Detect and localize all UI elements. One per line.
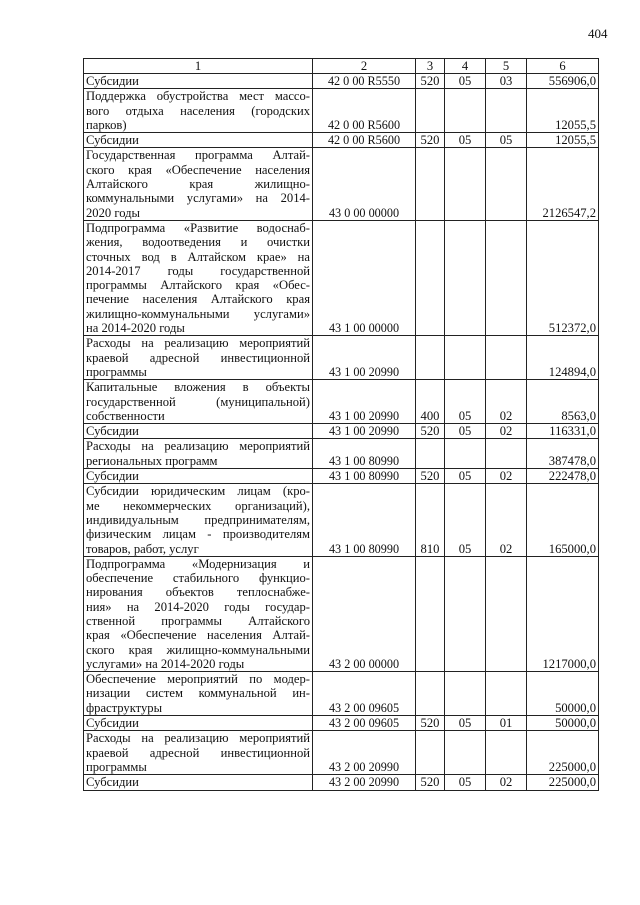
cell-name [84, 731, 313, 775]
cell-name-line: собственности [86, 408, 165, 423]
cell-code: 43 1 00 80990 [313, 484, 416, 556]
cell-expense-type: 400 [416, 380, 445, 424]
cell-name-line: Капитальные вложения в объекты [86, 380, 310, 395]
cell-section: 05 [445, 716, 486, 731]
cell-code: 43 0 00 00000 [313, 148, 416, 220]
cell-expense-type: 520 [416, 74, 445, 89]
cell-amount: 512372,0 [527, 220, 599, 335]
cell-name [84, 484, 313, 556]
cell-code: 43 1 00 20990 [313, 380, 416, 424]
cell-name-line: края «Обеспечение населения Алтай- [86, 628, 310, 643]
cell-section [445, 148, 486, 220]
cell-subsection: 01 [486, 716, 527, 731]
cell-name-line: обеспечение стабильного функцио- [86, 571, 310, 586]
cell-code: 42 0 00 R5550 [313, 74, 416, 89]
cell-expense-type [416, 148, 445, 220]
cell-name-line: Расходы на реализацию мероприятий [86, 439, 310, 454]
cell-amount: 222478,0 [527, 469, 599, 484]
cell-amount: 225000,0 [527, 775, 599, 790]
cell-name-line: программы [86, 364, 147, 379]
cell-subsection [486, 89, 527, 133]
cell-name-line: краевой адресной инвестиционной [86, 745, 310, 760]
cell-name-line: фраструктуры [86, 700, 163, 715]
cell-name [84, 336, 313, 380]
cell-section: 05 [445, 424, 486, 439]
budget-table [83, 58, 599, 791]
table-body [84, 74, 599, 791]
table-row [84, 89, 599, 133]
cell-expense-type [416, 556, 445, 671]
cell-subsection [486, 148, 527, 220]
cell-name-line: парков) [86, 117, 127, 132]
cell-name-line: Субсидии [86, 424, 139, 439]
cell-section: 05 [445, 380, 486, 424]
cell-name-line: Субсидии [86, 775, 139, 790]
cell-code: 42 0 00 R5600 [313, 133, 416, 148]
cell-name-line: ния» на 2014-2020 годы государ- [86, 599, 310, 614]
cell-code: 43 2 00 09605 [313, 716, 416, 731]
cell-section: 05 [445, 133, 486, 148]
cell-name-line: Обеспечение мероприятий по модер- [86, 672, 310, 687]
cell-section [445, 556, 486, 671]
cell-amount: 50000,0 [527, 716, 599, 731]
cell-name [84, 424, 313, 439]
cell-name [84, 133, 313, 148]
cell-name-line: вого отдыха населения (городских [86, 103, 310, 118]
cell-name-line: ме некоммерческих организаций), [86, 498, 310, 513]
table-row [84, 220, 599, 335]
cell-name [84, 556, 313, 671]
page-number: 404 [588, 26, 608, 41]
table-row [84, 380, 599, 424]
cell-name-line: индивидуальным предпринимателям, [86, 512, 310, 527]
cell-code: 43 1 00 80990 [313, 469, 416, 484]
cell-amount: 12055,5 [527, 133, 599, 148]
cell-subsection: 05 [486, 133, 527, 148]
cell-subsection: 02 [486, 380, 527, 424]
cell-subsection: 02 [486, 469, 527, 484]
cell-name-line: Субсидии [86, 133, 139, 148]
cell-expense-type: 520 [416, 775, 445, 790]
cell-amount: 116331,0 [527, 424, 599, 439]
cell-expense-type [416, 731, 445, 775]
cell-section: 05 [445, 74, 486, 89]
table-row [84, 424, 599, 439]
cell-subsection: 03 [486, 74, 527, 89]
table-row [84, 775, 599, 790]
cell-code: 43 1 00 00000 [313, 220, 416, 335]
cell-subsection [486, 336, 527, 380]
cell-name-line: 2014-2017 годы государственной [86, 263, 310, 278]
cell-name-line: физическим лицам - производителям [86, 527, 310, 542]
cell-name-line: Поддержка обустройства мест массо- [86, 89, 310, 104]
cell-name-line: Подпрограмма «Развитие водоснаб- [86, 220, 310, 235]
cell-name [84, 716, 313, 731]
cell-name [84, 775, 313, 790]
cell-section: 05 [445, 775, 486, 790]
cell-name-line: ственной программы Алтайского [86, 613, 310, 628]
cell-amount: 556906,0 [527, 74, 599, 89]
header-col-4: 4 [445, 59, 486, 74]
cell-expense-type [416, 439, 445, 469]
header-col-5: 5 [486, 59, 527, 74]
cell-name-line: жилищно-коммунальными услугами» [86, 306, 310, 321]
cell-name-line: Алтайского края жилищно- [86, 177, 310, 192]
cell-subsection: 02 [486, 424, 527, 439]
cell-name [84, 148, 313, 220]
header-col-1: 1 [84, 59, 313, 74]
cell-expense-type [416, 672, 445, 716]
cell-section [445, 220, 486, 335]
cell-name [84, 380, 313, 424]
cell-section [445, 731, 486, 775]
cell-name-line: программы Алтайского края «Обес- [86, 278, 310, 293]
cell-name [84, 439, 313, 469]
cell-code: 43 1 00 20990 [313, 336, 416, 380]
cell-code: 42 0 00 R5600 [313, 89, 416, 133]
cell-name-line: ского края жилищно-коммунальными [86, 642, 310, 657]
cell-name-line: Расходы на реализацию мероприятий [86, 731, 310, 746]
cell-section [445, 672, 486, 716]
cell-expense-type: 810 [416, 484, 445, 556]
cell-code: 43 1 00 80990 [313, 439, 416, 469]
cell-name [84, 220, 313, 335]
header-row [84, 59, 599, 74]
cell-code: 43 2 00 00000 [313, 556, 416, 671]
cell-subsection [486, 672, 527, 716]
cell-name-line: коммунальными услугами» на 2014- [86, 191, 310, 206]
cell-name-line: на 2014-2020 годы [86, 321, 185, 336]
cell-name [84, 89, 313, 133]
cell-name-line: услугами» на 2014-2020 годы [86, 656, 245, 671]
cell-amount: 387478,0 [527, 439, 599, 469]
cell-name [84, 672, 313, 716]
cell-amount: 124894,0 [527, 336, 599, 380]
cell-name-line: Подпрограмма «Модернизация и [86, 556, 310, 571]
cell-name-line: Расходы на реализацию мероприятий [86, 336, 310, 351]
cell-name-line: печение населения Алтайского края [86, 292, 310, 307]
cell-name-line: Субсидии [86, 716, 139, 731]
header-col-2: 2 [313, 59, 416, 74]
cell-name-line: государственной (муниципальной) [86, 394, 310, 409]
cell-name-line: программы [86, 759, 147, 774]
table-row [84, 336, 599, 380]
cell-expense-type: 520 [416, 424, 445, 439]
cell-name-line: 2020 годы [86, 205, 140, 220]
cell-code: 43 1 00 20990 [313, 424, 416, 439]
table-row [84, 716, 599, 731]
cell-expense-type: 520 [416, 133, 445, 148]
cell-name-line: низации систем коммунальной ин- [86, 686, 310, 701]
cell-name [84, 469, 313, 484]
cell-section [445, 336, 486, 380]
cell-subsection [486, 556, 527, 671]
cell-subsection [486, 731, 527, 775]
cell-expense-type: 520 [416, 716, 445, 731]
cell-section [445, 89, 486, 133]
cell-code: 43 2 00 20990 [313, 731, 416, 775]
cell-amount: 8563,0 [527, 380, 599, 424]
cell-name-line: краевой адресной инвестиционной [86, 350, 310, 365]
cell-expense-type: 520 [416, 469, 445, 484]
cell-code: 43 2 00 09605 [313, 672, 416, 716]
header-col-3: 3 [416, 59, 445, 74]
cell-name-line: товаров, работ, услуг [86, 541, 199, 556]
table-row [84, 731, 599, 775]
cell-name-line: жения, водоотведения и очистки [86, 235, 310, 250]
table-row [84, 672, 599, 716]
cell-name-line: региональных программ [86, 453, 218, 468]
cell-section [445, 439, 486, 469]
cell-name-line: нирования объектов теплоснабже- [86, 585, 310, 600]
table-row [84, 556, 599, 671]
cell-expense-type [416, 220, 445, 335]
cell-section: 05 [445, 484, 486, 556]
cell-name-line: Государственная программа Алтай- [86, 148, 310, 163]
table-header [84, 59, 599, 74]
table-row [84, 74, 599, 89]
table-row [84, 469, 599, 484]
table-row [84, 148, 599, 220]
cell-amount: 165000,0 [527, 484, 599, 556]
cell-code: 43 2 00 20990 [313, 775, 416, 790]
cell-amount: 2126547,2 [527, 148, 599, 220]
cell-name-line: Субсидии юридическим лицам (кро- [86, 484, 310, 499]
cell-expense-type [416, 336, 445, 380]
cell-name-line: Субсидии [86, 469, 139, 484]
cell-name-line: сточных вод в Алтайском крае» на [86, 249, 310, 264]
cell-expense-type [416, 89, 445, 133]
cell-section: 05 [445, 469, 486, 484]
cell-amount: 12055,5 [527, 89, 599, 133]
cell-amount: 50000,0 [527, 672, 599, 716]
cell-subsection: 02 [486, 775, 527, 790]
table-row [84, 439, 599, 469]
cell-subsection: 02 [486, 484, 527, 556]
cell-amount: 1217000,0 [527, 556, 599, 671]
cell-name [84, 74, 313, 89]
cell-name-line: ского края «Обеспечение населения [86, 162, 310, 177]
cell-subsection [486, 439, 527, 469]
table-row [84, 133, 599, 148]
cell-name-line: Субсидии [86, 74, 139, 88]
cell-amount: 225000,0 [527, 731, 599, 775]
cell-subsection [486, 220, 527, 335]
header-col-6: 6 [527, 59, 599, 74]
table-row [84, 484, 599, 556]
